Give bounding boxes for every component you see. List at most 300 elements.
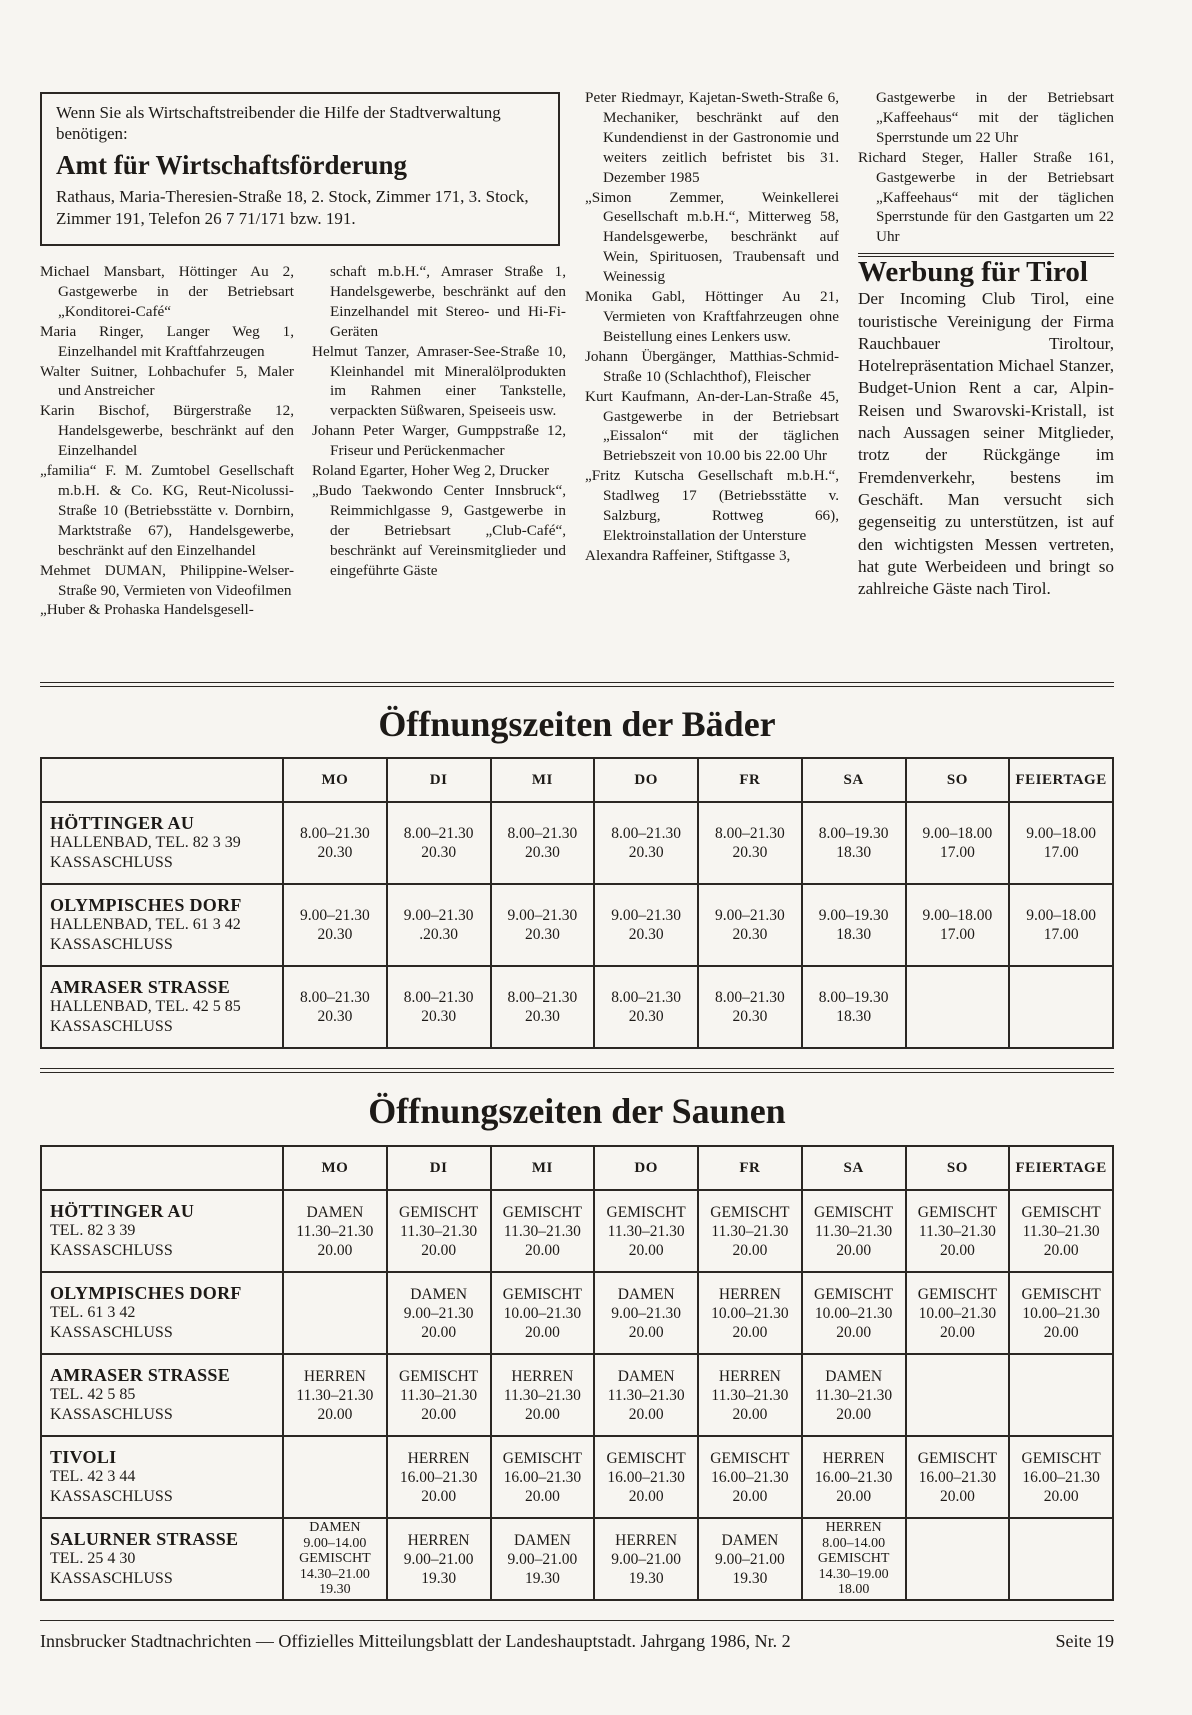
hours-line: GEMISCHT — [502, 1449, 582, 1467]
place-info: TEL. 82 3 39 — [50, 1222, 136, 1240]
hours-line: 11.30–21.30 — [503, 1222, 581, 1240]
hours-line: 9.00–18.00 — [1026, 907, 1096, 924]
hours-cell — [491, 884, 595, 966]
hours-line: GEMISCHT — [814, 1285, 894, 1303]
place-cell — [41, 1354, 283, 1436]
hours-line: GEMISCHT — [502, 1203, 582, 1221]
hours-line: GEMISCHT — [606, 1203, 686, 1221]
hours-line: 20.00 — [421, 1241, 457, 1259]
hours-line: 8.00–19.30 — [818, 989, 889, 1006]
list-item: „Budo Taekwondo Center Innsbruck“, Reimmichlgasse 9, Gastgewerbe in der Betriebsart „Club-Café“, beschränkt auf Vereinsmitglieder und eingeführte Gäste — [312, 481, 566, 579]
hours-cell — [698, 802, 802, 884]
list-item: Monika Gabl, Höttinger Au 21, Vermieten von Kraftfahrzeugen ohne Beistellung eines Lenkers usw. — [585, 288, 839, 345]
hours-line: 11.30–21.30 — [400, 1386, 478, 1404]
day-header: FEIERTAGE — [1009, 1146, 1113, 1190]
hours-line: 20.00 — [524, 1487, 560, 1505]
place-note: KASSASCHLUSS — [50, 1241, 173, 1259]
hours-cell — [698, 1436, 802, 1518]
hours-line: 20.00 — [628, 1487, 664, 1505]
hours-cell — [1009, 1518, 1113, 1600]
day-header: FR — [698, 758, 802, 802]
hours-line: 11.30–21.30 — [400, 1222, 478, 1240]
table-row — [41, 1272, 1113, 1354]
hours-line: 8.00–21.30 — [715, 825, 785, 842]
hours-line: 9.00–21.00 — [507, 1550, 578, 1568]
hours-line: 20.30 — [628, 1008, 664, 1025]
hours-cell — [594, 1518, 698, 1600]
hours-line: HERREN — [407, 1449, 470, 1467]
list-item: Helmut Tanzer, Amraser-See-Straße 10, Kleinhandel mit Mineralölprodukten im Rahmen einer Tankstelle, verpackten Süßwaren, Speiseeis usw. — [312, 342, 566, 420]
hours-cell — [802, 1272, 906, 1354]
hours-line: DAMEN — [825, 1367, 883, 1385]
hours-cell — [1009, 1354, 1113, 1436]
hours-cell — [802, 1354, 906, 1436]
hours-line: 20.00 — [732, 1241, 768, 1259]
place-info: HALLENBAD, TEL. 82 3 39 — [50, 834, 241, 852]
table-row — [41, 802, 1113, 884]
hours-line: 9.00–21.30 — [611, 907, 681, 924]
day-header: MO — [283, 758, 387, 802]
hours-line: 11.30–21.30 — [1022, 1222, 1100, 1240]
list-item: Peter Riedmayr, Kajetan-Sweth-Straße 6, Mechaniker, beschränkt auf den Kundendienst in der Gastronomie und weiters zeitlich befristet bis 31. Dezember 1985 — [585, 89, 839, 186]
hours-line: 8.00–21.30 — [300, 989, 370, 1006]
hours-line: DAMEN — [306, 1203, 364, 1221]
place-note: KASSASCHLUSS — [50, 935, 173, 953]
hours-cell — [283, 802, 387, 884]
hours-line: GEMISCHT — [1021, 1449, 1101, 1467]
hours-line: 20.00 — [524, 1323, 560, 1341]
hours-line: GEMISCHT — [299, 1551, 371, 1567]
hours-cell — [491, 966, 595, 1048]
place-note: KASSASCHLUSS — [50, 853, 173, 871]
hours-line: 20.30 — [317, 926, 353, 943]
hours-line: GEMISCHT — [606, 1449, 686, 1467]
hours-line: 17.00 — [1043, 844, 1079, 861]
hours-line: 20.00 — [421, 1323, 457, 1341]
hours-line: GEMISCHT — [1021, 1285, 1101, 1303]
hours-cell — [491, 802, 595, 884]
hours-cell — [387, 1518, 491, 1600]
hours-cell — [802, 1436, 906, 1518]
hours-cell — [698, 1272, 802, 1354]
place-info: TEL. 61 3 42 — [50, 1304, 136, 1322]
day-header: DI — [387, 1146, 491, 1190]
hours-line: 20.00 — [732, 1487, 768, 1505]
hours-cell — [906, 1436, 1010, 1518]
hours-line: 8.00–14.00 — [822, 1535, 886, 1551]
hours-line: 19.30 — [732, 1569, 768, 1587]
hours-line: 8.00–21.30 — [507, 989, 578, 1006]
table-row — [41, 1436, 1113, 1518]
hours-line: .20.30 — [419, 926, 458, 943]
hours-line: GEMISCHT — [710, 1203, 790, 1221]
hours-cell — [698, 1518, 802, 1600]
hours-cell — [387, 1272, 491, 1354]
column-4 — [858, 88, 1114, 600]
place-info: TEL. 42 3 44 — [50, 1468, 136, 1486]
place-info: TEL. 42 5 85 — [50, 1386, 136, 1404]
hours-cell — [387, 1354, 491, 1436]
day-header: FR — [698, 1146, 802, 1190]
day-header: DO — [594, 758, 698, 802]
hours-line: 20.00 — [1043, 1241, 1079, 1259]
hours-line: 20.00 — [628, 1405, 664, 1423]
info-box — [40, 92, 560, 246]
baeder-title: Öffnungszeiten der Bäder — [378, 704, 776, 744]
hours-cell — [387, 966, 491, 1048]
place-cell — [41, 802, 283, 884]
hours-line: 20.00 — [836, 1241, 872, 1259]
hours-line: 9.00–21.00 — [403, 1550, 474, 1568]
hours-cell — [802, 966, 906, 1048]
hours-line: 11.30–21.30 — [503, 1386, 581, 1404]
hours-line: 10.00–21.30 — [814, 1304, 893, 1322]
table-row — [41, 884, 1113, 966]
list-item: Michael Mansbart, Höttinger Au 2, Gastgewerbe in der Betriebsart „Konditorei-Café“ — [40, 263, 294, 320]
hours-line: 20.00 — [732, 1323, 768, 1341]
hours-line: 9.00–21.30 — [715, 907, 785, 924]
list-item: „Huber & Prohaska Handelsgesell- — [40, 601, 254, 619]
baeder-table — [40, 757, 1114, 1049]
hours-line: HERREN — [825, 1520, 882, 1536]
place-note: KASSASCHLUSS — [50, 1569, 173, 1587]
hours-cell — [906, 1518, 1010, 1600]
hours-line: 17.00 — [1043, 926, 1079, 943]
hours-cell — [594, 802, 698, 884]
box-intro: Wenn Sie als Wirtschaftstreibender die Hilfe der Stadtverwaltung benötigen: — [56, 103, 501, 143]
day-header: DI — [387, 758, 491, 802]
hours-line: 19.30 — [524, 1569, 560, 1587]
hours-line: 9.00–14.00 — [303, 1535, 367, 1551]
list-item: Kurt Kaufmann, An-der-Lan-Straße 45, Gastgewerbe in der Betriebsart „Eissalon“ mit der täglichen Betriebszeit von 10.00 bis 22.00 Uhr — [585, 387, 839, 465]
hours-cell — [283, 1354, 387, 1436]
list-item: „Fritz Kutscha Gesellschaft m.b.H.“, Stadlweg 17 (Betriebsstätte v. Salzburg, Rottweg 66), Elektroinstallation der Untersture — [585, 467, 839, 544]
hours-line: HERREN — [303, 1367, 366, 1385]
hours-line: 20.00 — [1043, 1487, 1079, 1505]
place-name: SALURNER STRASSE — [50, 1528, 239, 1549]
hours-line: 10.00–21.30 — [1022, 1304, 1100, 1322]
hours-line: 20.00 — [939, 1323, 975, 1341]
hours-line: 18.30 — [836, 926, 872, 943]
hours-line: 20.00 — [317, 1241, 353, 1259]
hours-cell — [802, 1518, 906, 1600]
hours-line: 20.00 — [732, 1405, 768, 1423]
hours-cell — [802, 884, 906, 966]
hours-line: 20.00 — [524, 1405, 560, 1423]
hours-line: 20.30 — [421, 844, 457, 861]
hours-cell — [802, 802, 906, 884]
hours-cell — [802, 1190, 906, 1272]
hours-line: 20.00 — [939, 1241, 975, 1259]
list-item: Alexandra Raffeiner, Stiftgasse 3, — [585, 546, 791, 564]
hours-cell — [906, 802, 1010, 884]
hours-line: GEMISCHT — [814, 1203, 894, 1221]
table-row — [41, 966, 1113, 1048]
hours-line: 19.30 — [628, 1569, 664, 1587]
day-header: SO — [906, 1146, 1010, 1190]
hours-line: 14.30–21.00 — [299, 1566, 370, 1582]
hours-line: 9.00–21.00 — [715, 1550, 785, 1568]
table-header-row — [41, 758, 1113, 802]
hours-cell — [283, 966, 387, 1048]
hours-line: 17.00 — [939, 926, 975, 943]
hours-line: 8.00–21.30 — [715, 989, 785, 1006]
hours-line: 11.30–21.30 — [607, 1222, 685, 1240]
hours-line: HERREN — [718, 1285, 781, 1303]
hours-line: 16.00–21.30 — [503, 1468, 582, 1486]
hours-line: 9.00–21.30 — [507, 907, 578, 924]
hours-cell — [594, 1354, 698, 1436]
hours-cell — [387, 884, 491, 966]
hours-line: 9.00–21.00 — [611, 1550, 681, 1568]
article-title: Werbung für Tirol — [858, 256, 1088, 289]
hours-cell — [283, 1272, 387, 1354]
table-row — [41, 1518, 1113, 1600]
hours-cell — [594, 1436, 698, 1518]
hours-line: GEMISCHT — [917, 1449, 997, 1467]
hours-line: 20.00 — [421, 1405, 457, 1423]
hours-line: HERREN — [718, 1367, 781, 1385]
hours-line: 10.00–21.30 — [503, 1304, 582, 1322]
hours-cell — [491, 1354, 595, 1436]
hours-line: 10.00–21.30 — [918, 1304, 997, 1322]
hours-line: 20.30 — [732, 926, 768, 943]
divider — [40, 1620, 1114, 1621]
list-item: Roland Egarter, Hoher Weg 2, Drucker — [312, 462, 550, 480]
hours-line: DAMEN — [309, 1520, 361, 1536]
hours-cell — [491, 1518, 595, 1600]
hours-line: 8.00–21.30 — [403, 989, 474, 1006]
hours-line: 8.00–21.30 — [300, 825, 370, 842]
box-address: Rathaus, Maria-Theresien-Straße 18, 2. Stock, Zimmer 171, 3. Stock, Zimmer 191, Telefon 26 7 71/171 bzw. 191. — [56, 187, 529, 228]
hours-cell — [594, 966, 698, 1048]
hours-cell — [1009, 1436, 1113, 1518]
hours-line: 9.00–21.30 — [611, 1304, 681, 1322]
hours-line: GEMISCHT — [710, 1449, 790, 1467]
hours-line: 18.30 — [836, 844, 872, 861]
place-name: OLYMPISCHES DORF — [50, 1282, 242, 1303]
day-header: MO — [283, 1146, 387, 1190]
hours-line: GEMISCHT — [1021, 1203, 1101, 1221]
column-2 — [312, 262, 566, 581]
hours-line: 20.30 — [524, 926, 560, 943]
column-1 — [40, 262, 294, 620]
hours-line: 11.30–21.30 — [815, 1386, 893, 1404]
hours-line: 8.00–19.30 — [818, 825, 889, 842]
hours-line: HERREN — [511, 1367, 574, 1385]
hours-line: 20.00 — [836, 1323, 872, 1341]
list-item: schaft m.b.H.“, Amraser Straße 1, Handelsgewerbe, beschränkt auf den Einzelhandel mit Stereo- und Hi-Fi-Geräten — [330, 263, 566, 340]
day-header: DO — [594, 1146, 698, 1190]
hours-line: 19.30 — [319, 1582, 351, 1598]
place-cell — [41, 966, 283, 1048]
hours-cell — [698, 884, 802, 966]
hours-line: HERREN — [615, 1531, 678, 1549]
place-cell — [41, 1436, 283, 1518]
hours-cell — [698, 1190, 802, 1272]
hours-cell — [1009, 966, 1113, 1048]
hours-cell — [594, 1190, 698, 1272]
header-corner — [41, 758, 283, 802]
place-cell — [41, 884, 283, 966]
hours-cell — [283, 1436, 387, 1518]
hours-line: 18.00 — [837, 1582, 870, 1598]
hours-line: 20.00 — [939, 1487, 975, 1505]
saunen-title: Öffnungszeiten der Saunen — [368, 1091, 786, 1131]
place-name: AMRASER STRASSE — [50, 1364, 231, 1385]
saunen-table — [40, 1145, 1114, 1601]
hours-line: 9.00–18.00 — [1026, 825, 1096, 842]
hours-cell — [1009, 1272, 1113, 1354]
day-header: SA — [802, 1146, 906, 1190]
day-header: SO — [906, 758, 1010, 802]
hours-cell — [491, 1436, 595, 1518]
place-note: KASSASCHLUSS — [50, 1487, 173, 1505]
hours-line: 18.30 — [836, 1008, 872, 1025]
hours-cell — [906, 884, 1010, 966]
hours-line: HERREN — [407, 1531, 470, 1549]
place-name: OLYMPISCHES DORF — [50, 894, 242, 915]
table-row — [41, 1354, 1113, 1436]
hours-line: GEMISCHT — [817, 1551, 890, 1567]
hours-cell — [698, 966, 802, 1048]
day-header: FEIERTAGE — [1009, 758, 1113, 802]
hours-line: 8.00–21.30 — [611, 989, 681, 1006]
hours-cell — [283, 1190, 387, 1272]
column-3 — [585, 88, 839, 566]
hours-line: 20.00 — [836, 1405, 872, 1423]
hours-line: 9.00–18.00 — [922, 907, 993, 924]
place-note: KASSASCHLUSS — [50, 1323, 173, 1341]
hours-cell — [387, 802, 491, 884]
hours-line: 19.30 — [421, 1569, 457, 1587]
hours-line: 11.30–21.30 — [607, 1386, 685, 1404]
hours-cell — [906, 1190, 1010, 1272]
hours-line: 9.00–21.30 — [403, 907, 474, 924]
divider — [40, 682, 1114, 687]
footer — [40, 1630, 1114, 1652]
hours-line: 11.30–21.30 — [918, 1222, 996, 1240]
hours-line: 20.30 — [421, 1008, 457, 1025]
hours-line: 20.30 — [524, 1008, 560, 1025]
list-item: Johann Übergänger, Matthias-Schmid-Straße 10 (Schlachthof), Fleischer — [585, 347, 839, 385]
hours-cell — [906, 1272, 1010, 1354]
hours-line: 9.00–19.30 — [818, 907, 889, 924]
place-note: KASSASCHLUSS — [50, 1017, 173, 1035]
hours-line: 20.00 — [1043, 1323, 1079, 1341]
table-header-row — [41, 1146, 1113, 1190]
day-header: SA — [802, 758, 906, 802]
place-cell — [41, 1190, 283, 1272]
hours-line: 14.30–19.00 — [818, 1566, 889, 1582]
hours-line: 20.00 — [836, 1487, 872, 1505]
article-body: Der Incoming Club Tirol, eine touristische Vereinigung der Firma Rauchbauer Tiroltour, Hotelrepräsentation Michael Stanzer, Budget-Union Rent a car, Alpin-Reisen und Swarovski-Kristall, ist nach Aussagen seiner Mitglieder, trotz der Rückgänge im Fremdenverkehr, bestens im Geschäft. Man versucht sich gegenseitig zu unterstützen, ist auf den wichtigsten Messen vertreten, hat gute Werbeideen und bringt so zahlreiche Gäste nach Tirol. — [858, 289, 1114, 599]
hours-cell — [283, 884, 387, 966]
hours-cell — [698, 1354, 802, 1436]
hours-line: 8.00–21.30 — [403, 825, 474, 842]
hours-cell — [594, 1272, 698, 1354]
hours-line: 9.00–18.00 — [922, 825, 993, 842]
hours-line: 20.30 — [628, 844, 664, 861]
place-name: HÖTTINGER AU — [50, 1200, 195, 1221]
hours-line: 10.00–21.30 — [711, 1304, 789, 1322]
hours-line: 20.30 — [732, 1008, 768, 1025]
hours-cell — [906, 966, 1010, 1048]
hours-line: 9.00–21.30 — [300, 907, 370, 924]
list-item: Walter Suitner, Lohbachufer 5, Maler und Anstreicher — [40, 362, 294, 400]
hours-line: 16.00–21.30 — [1022, 1468, 1100, 1486]
table-row — [41, 1190, 1113, 1272]
hours-line: GEMISCHT — [399, 1203, 479, 1221]
hours-line: GEMISCHT — [399, 1367, 479, 1385]
hours-line: 20.00 — [628, 1241, 664, 1259]
place-info: HALLENBAD, TEL. 42 5 85 — [50, 998, 241, 1016]
hours-line: 9.00–21.30 — [403, 1304, 474, 1322]
hours-cell — [387, 1190, 491, 1272]
hours-line: 16.00–21.30 — [918, 1468, 997, 1486]
hours-line: DAMEN — [410, 1285, 468, 1303]
list-item: Johann Peter Warger, Gumppstraße 12, Friseur und Perückenmacher — [312, 422, 566, 460]
hours-line: HERREN — [822, 1449, 885, 1467]
list-item: Gastgewerbe in der Betriebsart „Kaffeehaus“ mit der täglichen Sperrstunde um 22 Uhr — [876, 89, 1114, 146]
hours-line: 11.30–21.30 — [296, 1386, 374, 1404]
hours-cell — [491, 1272, 595, 1354]
hours-cell — [594, 884, 698, 966]
place-note: KASSASCHLUSS — [50, 1405, 173, 1423]
place-info: TEL. 25 4 30 — [50, 1550, 136, 1568]
hours-line: 8.00–21.30 — [507, 825, 578, 842]
list-item: Maria Ringer, Langer Weg 1, Einzelhandel mit Kraftfahrzeugen — [40, 322, 294, 360]
hours-line: 11.30–21.30 — [711, 1386, 789, 1404]
hours-line: GEMISCHT — [917, 1203, 997, 1221]
footer-publication: Innsbrucker Stadtnachrichten — Offizielles Mitteilungsblatt der Landeshauptstadt. Jahrgang 1986, Nr. 2 — [40, 1631, 791, 1651]
hours-cell — [1009, 884, 1113, 966]
hours-line: 11.30–21.30 — [296, 1222, 374, 1240]
hours-line: 11.30–21.30 — [815, 1222, 893, 1240]
divider — [40, 1068, 1114, 1073]
hours-cell — [906, 1354, 1010, 1436]
hours-line: 11.30–21.30 — [711, 1222, 789, 1240]
day-header: MI — [491, 758, 595, 802]
hours-line: DAMEN — [721, 1531, 779, 1549]
hours-cell — [1009, 1190, 1113, 1272]
list-item: Karin Bischof, Bürgerstraße 12, Handelsgewerbe, beschränkt auf den Einzelhandel — [40, 402, 294, 460]
place-name: TIVOLI — [50, 1446, 117, 1467]
hours-line: DAMEN — [617, 1367, 675, 1385]
place-name: AMRASER STRASSE — [50, 976, 231, 997]
hours-line: 20.00 — [421, 1487, 457, 1505]
hours-cell — [491, 1190, 595, 1272]
hours-line: 20.30 — [628, 926, 664, 943]
hours-line: 20.30 — [524, 844, 560, 861]
hours-line: 20.30 — [317, 1008, 353, 1025]
list-item: Mehmet DUMAN, Philippine-Welser-Straße 90, Vermieten von Videofilmen — [40, 561, 294, 599]
place-cell — [41, 1518, 283, 1600]
hours-cell — [1009, 802, 1113, 884]
place-info: HALLENBAD, TEL. 61 3 42 — [50, 916, 241, 934]
hours-line: 20.30 — [732, 844, 768, 861]
hours-line: 16.00–21.30 — [399, 1468, 478, 1486]
hours-line: 20.00 — [317, 1405, 353, 1423]
box-title: Amt für Wirtschaftsförderung — [56, 150, 407, 180]
hours-line: 20.00 — [628, 1323, 664, 1341]
hours-cell — [387, 1436, 491, 1518]
hours-line: 20.00 — [524, 1241, 560, 1259]
hours-line: 16.00–21.30 — [607, 1468, 685, 1486]
list-item: „familia“ F. M. Zumtobel Gesellschaft m.b.H. & Co. KG, Reut-Nicolussi-Straße 10 (Betriebsstätte v. Dornbirn, Marktstraße 67), Handelsgewerbe, beschränkt auf den Einzelhandel — [40, 462, 294, 559]
hours-line: 16.00–21.30 — [814, 1468, 893, 1486]
place-cell — [41, 1272, 283, 1354]
